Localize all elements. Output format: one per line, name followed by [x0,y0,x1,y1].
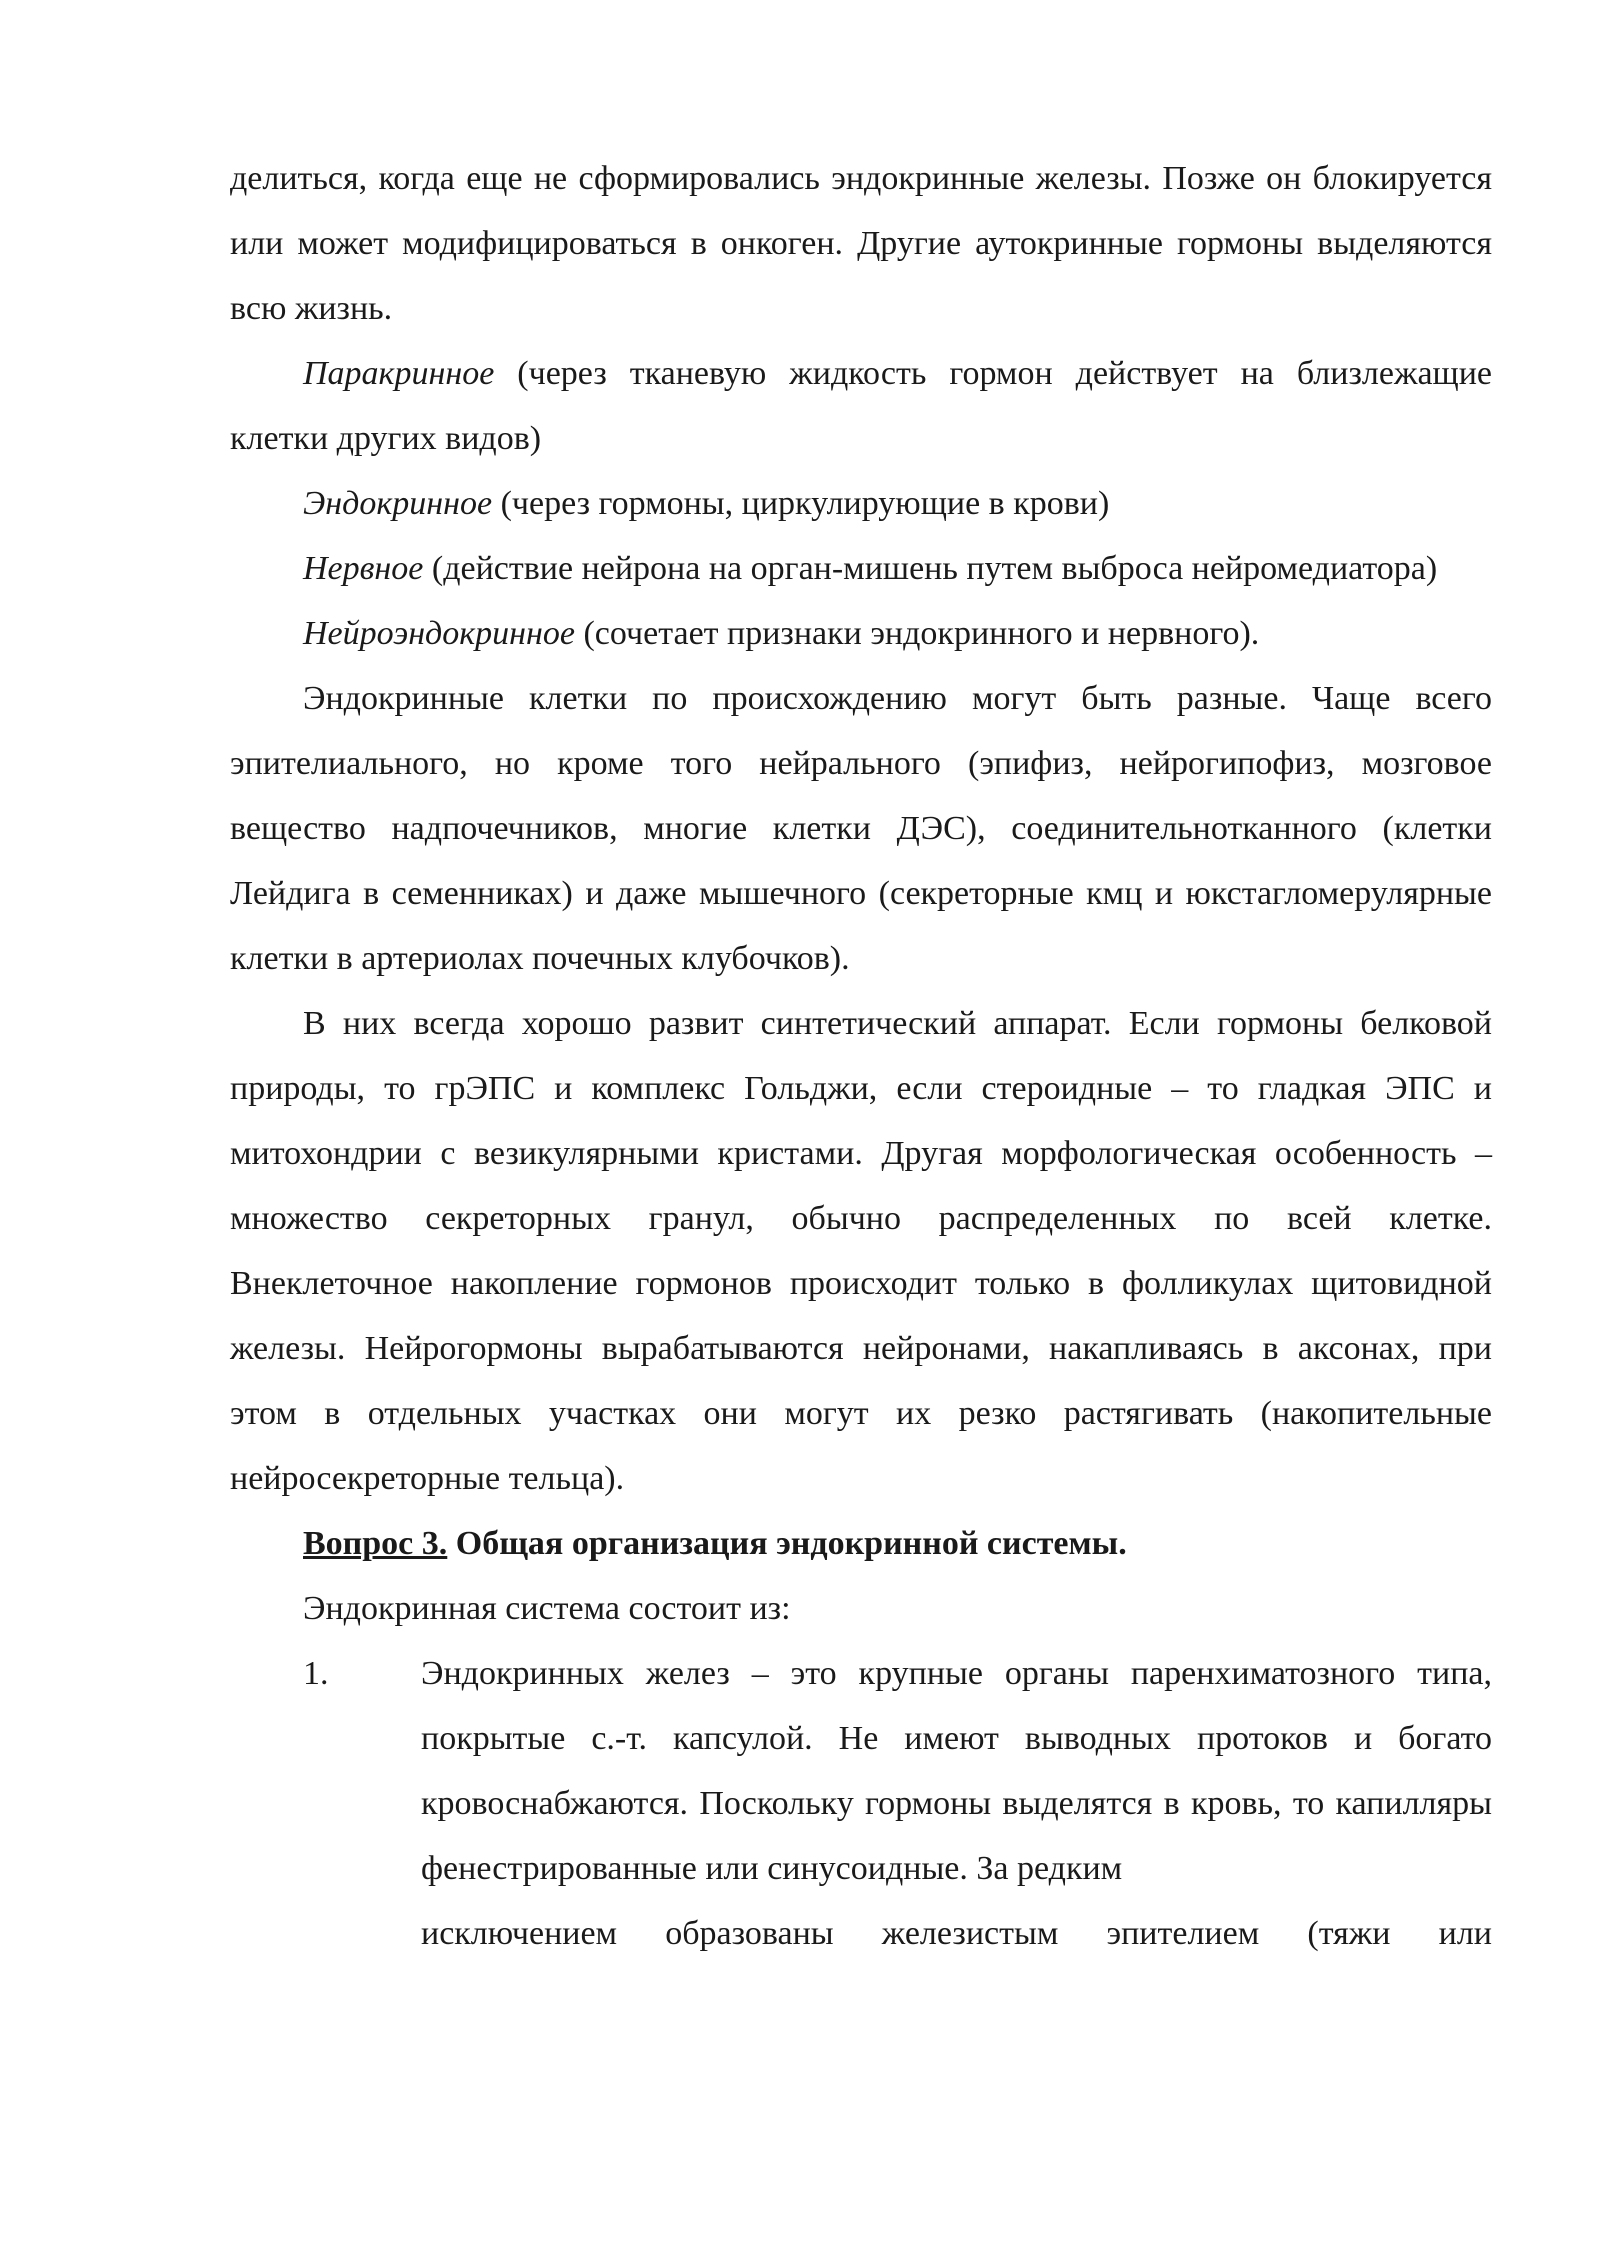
paragraph-nervous [230,536,1492,601]
nervous-description: (действие нейрона на орган-мишень путем выброса нейромедиатора) [423,550,1438,587]
list-item-text-cut-line: исключением образованы железистым эпителием (тяжи или [421,1915,1492,1952]
list-item-number: 1. [303,1655,329,1692]
list-item-text-main: Эндокринных желез – это крупные органы паренхиматозного типа, покрытые с.-т. капсулой. Не имеют выводных протоков и богато кровоснабжаются. Поскольку гормоны выделятся в кровь, то капилляры фенестрированные или синусоидные. За редким [421,1655,1492,1887]
paragraph-neuroendocrine [230,601,1492,666]
question-label: Вопрос 3. [303,1525,448,1562]
paragraph-autocrine-continuation: делиться, когда еще не сформировались эндокринные железы. Позже он блокируется или может модифицироваться в онкоген. Другие аутокринные гормоны выделяются всю жизнь. [230,160,1492,327]
term-endocrine: Эндокринное [303,485,493,522]
paragraph-cell-origin: Эндокринные клетки по происхождению могут быть разные. Чаще всего эпителиального, но кроме того нейрального (эпифиз, нейрогипофиз, мозговое вещество надпочечников, многие клетки ДЭС), соединительнотканного (клетки Лейдига в семенниках) и даже мышечного (секреторные кмц и юкстагломерулярные клетки в артериолах почечных клубочков). [230,680,1492,977]
paragraph-endocrine [230,471,1492,536]
paragraph-paracrine [230,341,1492,471]
paragraph-system-intro: Эндокринная система состоит из: [303,1590,791,1627]
document-body [230,146,1492,1966]
list-item [230,1641,1492,1966]
paragraph-synthetic-apparatus: В них всегда хорошо развит синтетический аппарат. Если гормоны белковой природы, то грЭПС и комплекс Гольджи, если стероидные – то гладкая ЭПС и митохондрии с везикулярными кристами. Другая морфологическая особенность – множество секреторных гранул, обычно распределенных по всей клетке. Внеклеточное накопление гормонов происходит только в фолликулах щитовидной железы. Нейрогормоны вырабатываются нейронами, накапливаясь в аксонах, при этом в отдельных участках они могут их резко растягивать (накопительные нейросекреторные тельца). [230,1005,1492,1497]
section-heading [230,1511,1492,1576]
term-neuroendocrine: Нейроэндокринное [303,615,575,652]
section-title: Общая организация эндокринной системы. [447,1525,1127,1562]
list-item-text [421,1641,1492,1966]
term-paracrine: Паракринное [303,355,495,392]
endocrine-description: (через гормоны, циркулирующие в крови) [492,485,1110,522]
paracrine-description: (через тканевую жидкость гормон действует на близлежащие клетки других видов) [230,355,1492,457]
term-nervous: Нервное [303,550,424,587]
neuroendocrine-description: (сочетает признаки эндокринного и нервного). [574,615,1260,652]
